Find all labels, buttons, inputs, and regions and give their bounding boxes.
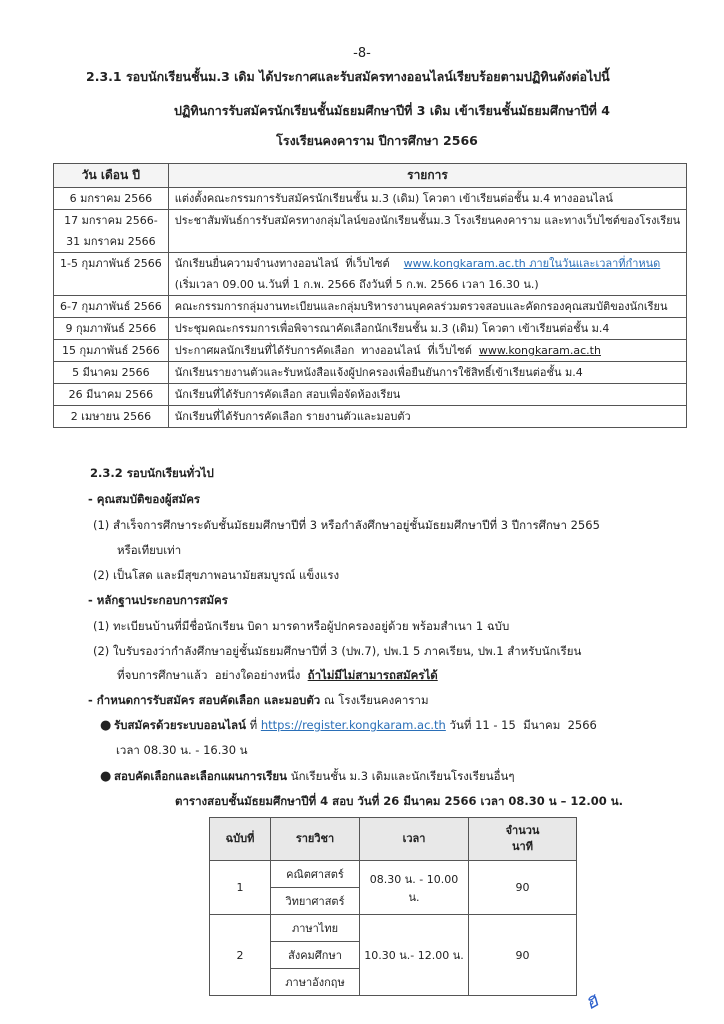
section-231-heading: 2.3.1 รอบนักเรียนชั้นม.3 เดิม ได้ประกาศและรับสมัครทางออนไลน์เรียบร้อยตามปฏิทินดังต่อไปนี้: [86, 69, 610, 84]
exam-schedule-table: [209, 817, 577, 996]
row-item: ประกาศผลนักเรียนที่ได้รับการคัดเลือก ทางออนไลน์ ที่เว็บไซต์ www.kongkaram.ac.th: [168, 340, 686, 362]
page-number: -8-: [353, 46, 371, 61]
header-subject: รายวิชา: [271, 818, 360, 861]
row-item: แต่งตั้งคณะกรรมการรับสมัครนักเรียนชั้น ม.3 (เดิม) โควตา เข้าเรียนต่อชั้น ม.4 ทางออนไลน์: [168, 188, 686, 210]
row-item: ประชุมคณะกรรมการเพื่อพิจารณาคัดเลือกนักเรียนชั้น ม.3 (เดิม) โควตา เข้าเรียนต่อชั้น ม.4: [168, 318, 686, 340]
exam-header-row: [210, 818, 577, 861]
exam-row: [210, 915, 577, 942]
paper-number: 1: [210, 861, 271, 915]
table-row: [54, 318, 687, 340]
row-item: นักเรียนที่ได้รับการคัดเลือก รายงานตัวและมอบตัว: [168, 406, 686, 428]
document-item: (1) ทะเบียนบ้านที่มีชื่อนักเรียน บิดา มารดาหรือผู้ปกครองอยู่ด้วย พร้อมสำเนา 1 ฉบับ: [93, 619, 510, 633]
register-link[interactable]: https://register.kongkaram.ac.th: [260, 718, 446, 732]
bullet-online-registration: ● รับสมัครด้วยระบบออนไลน์ ที่ https://register.kongkaram.ac.th วันที่ 11 - 15 มีนาคม 2566: [100, 718, 597, 733]
subject: ภาษาไทย: [271, 915, 360, 942]
header-paper: ฉบับที่: [210, 818, 271, 861]
subject: คณิตศาสตร์: [271, 861, 360, 888]
exam-time: 08.30 น. - 10.00 น.: [360, 861, 469, 915]
header-date: วัน เดือน ปี: [54, 164, 169, 188]
row-date: 6 มกราคม 2566: [54, 188, 169, 210]
admission-calendar-table: [53, 163, 687, 428]
school-year-title: โรงเรียนคงคาราม ปีการศึกษา 2566: [276, 133, 478, 148]
subject: วิทยาศาสตร์: [271, 888, 360, 915]
website-link[interactable]: www.kongkaram.ac.th ภายในวันและเวลาที่กำหนด: [403, 257, 661, 270]
registration-time: เวลา 08.30 น. - 16.30 น: [116, 743, 248, 757]
table-row: [54, 296, 687, 318]
schedule-info-title: - กำหนดการรับสมัคร สอบคัดเลือก และมอบตัว ณ โรงเรียนคงคาราม: [88, 693, 429, 707]
documents-title: - หลักฐานประกอบการสมัคร: [88, 593, 228, 607]
qualifications-title: - คุณสมบัติของผู้สมัคร: [88, 492, 201, 506]
row-item: นักเรียนรายงานตัวและรับหนังสือแจ้งผู้ปกครองเพื่อยืนยันการใช้สิทธิ์เข้าเรียนต่อชั้น ม.4: [168, 362, 686, 384]
header-minutes: จำนวน นาที: [469, 818, 577, 861]
row-date: 26 มีนาคม 2566: [54, 384, 169, 406]
table-row: [54, 253, 687, 296]
table-row: [54, 384, 687, 406]
row-date: 15 กุมภาพันธ์ 2566: [54, 340, 169, 362]
exam-schedule-title: ตารางสอบชั้นมัธยมศึกษาปีที่ 4 สอบ วันที่ 26 มีนาคม 2566 เวลา 08.30 น – 12.00 น.: [175, 794, 624, 808]
header-time: เวลา: [360, 818, 469, 861]
exam-time: 10.30 น.- 12.00 น.: [360, 915, 469, 996]
exam-minutes: 90: [469, 861, 577, 915]
row-item: ประชาสัมพันธ์การรับสมัครทางกลุ่มไลน์ของนักเรียนชั้นม.3 โรงเรียนคงคาราม และทางเว็บไซต์ของโรงเรียน: [168, 210, 686, 253]
table-header-row: [54, 164, 687, 188]
document-item: (2) ใบรับรองว่ากำลังศึกษาอยู่ชั้นมัธยมศึกษาปีที่ 3 (ปพ.7), ปพ.1 5 ภาคเรียน, ปพ.1 สำหรับนักเรียน: [93, 644, 582, 658]
qualification-item: (1) สำเร็จการศึกษาระดับชั้นมัธยมศึกษาปีที่ 3 หรือกำลังศึกษาอยู่ชั้นมัธยมศึกษาปีที่ 3 ปีการศึกษา 2565: [93, 518, 600, 532]
row-item: นักเรียนยื่นความจำนงทางออนไลน์ ที่เว็บไซต์ www.kongkaram.ac.th ภายในวันและเวลาที่กำหนด (เริ่มเวลา 09.00 น.วันที่ 1 ก.พ. 2566 ถึงวันที่ 5 ก.พ. 2566 เวลา 16.30 น.): [168, 253, 686, 296]
row-item: คณะกรรมการกลุ่มงานทะเบียนและกลุ่มบริหารงานบุคคลร่วมตรวจสอบและคัดกรองคุณสมบัติของนักเรียน: [168, 296, 686, 318]
calendar-title: ปฏิทินการรับสมัครนักเรียนชั้นมัธยมศึกษาปีที่ 3 เดิม เข้าเรียนชั้นมัธยมศึกษาปีที่ 4: [174, 103, 610, 118]
subject: สังคมศึกษา: [271, 942, 360, 969]
table-row: [54, 188, 687, 210]
table-row: [54, 362, 687, 384]
section-232-title: 2.3.2 รอบนักเรียนทั่วไป: [90, 466, 214, 480]
results-website-link[interactable]: www.kongkaram.ac.th: [478, 344, 601, 357]
bullet-icon: ●: [100, 769, 112, 784]
row-date: 1-5 กุมภาพันธ์ 2566: [54, 253, 169, 296]
exam-minutes: 90: [469, 915, 577, 996]
document-item-cont: ที่จบการศึกษาแล้ว อย่างใดอย่างหนึ่ง ถ้าไม่มีไม่สามารถสมัครได้: [117, 668, 438, 682]
row-date: 6-7 กุมภาพันธ์ 2566: [54, 296, 169, 318]
bullet-icon: ●: [100, 718, 112, 733]
row-date: 2 เมษายน 2566: [54, 406, 169, 428]
table-row: [54, 406, 687, 428]
bullet-exam: ● สอบคัดเลือกและเลือกแผนการเรียน นักเรียนชั้น ม.3 เดิมและนักเรียนโรงเรียนอื่นๆ: [100, 769, 515, 784]
warning-text: ถ้าไม่มีไม่สามารถสมัครได้: [307, 668, 438, 682]
row-date: 17 มกราคม 2566- 31 มกราคม 2566: [54, 210, 169, 253]
row-date: 5 มีนาคม 2566: [54, 362, 169, 384]
table-row: [54, 340, 687, 362]
signature-mark: ฮ: [579, 987, 603, 1015]
row-date: 9 กุมภาพันธ์ 2566: [54, 318, 169, 340]
exam-row: [210, 861, 577, 888]
qualification-item: (2) เป็นโสด และมีสุขภาพอนามัยสมบูรณ์ แข็งแรง: [93, 568, 340, 582]
qualification-item-cont: หรือเทียบเท่า: [117, 543, 182, 557]
header-item: รายการ: [168, 164, 686, 188]
paper-number: 2: [210, 915, 271, 996]
table-row: [54, 210, 687, 253]
row-item: นักเรียนที่ได้รับการคัดเลือก สอบเพื่อจัดห้องเรียน: [168, 384, 686, 406]
subject: ภาษาอังกฤษ: [271, 969, 360, 996]
